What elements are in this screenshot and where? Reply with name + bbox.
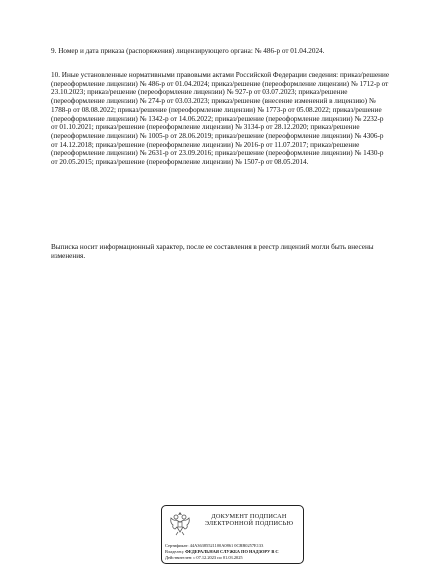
owner-value: ФЕДЕРАЛЬНАЯ СЛУЖБА ПО НАДЗОРУ В С (185, 548, 279, 554)
item-10-text: 10. Иные установленные нормативными правовыми актами Российской Федерации сведения: приказ/решение (переоформление лицензии) № 486-р от 01.04.2024; приказ/решение (переоформление лицензии) № 1712-р от 23.10.2023; приказ/решение (переоформление лицензии) № 927-р от 03.07.2023; приказ/решение (переоформление лицензии) № 274-р от 03.03.2023; приказ/решение (внесение изменений в лицензию) № 1788-р от 08.08.2022; приказ/решение (переоформление лицензии) № 1773-р от 05.08.2022; приказ/решение (переоформление лицензии) № 1342-р от 14.06.2022; приказ/решение (переоформление лицензии) № 2232-р от 01.10.2021; приказ/решение (переоформление лицензии) № 3134-р от 28.12.2020; приказ/решение (переоформление лицензии) № 1005-р от 28.06.2019; приказ/решение (переоформление лицензии) № 4306-р от 14.12.2018; приказ/решение (переоформление лицензии) № 2016-р от 11.07.2017; приказ/решение (переоформление лицензии) № 2631-р от 23.09.2016; приказ/решение (переоформление лицензии) № 1430-р от 20.05.2015; приказ/решение (переоформление лицензии) № 1507-р от 08.05.2014. (51, 71, 390, 167)
owner-label: Владелец: (165, 548, 184, 554)
valid-value: с 07.12.2023 по 01.03.2025 (193, 554, 243, 560)
item-9-text: 9. Номер и дата приказа (распоряжения) лицензирующего органа: № 486-р от 01.04.2024. (51, 47, 325, 55)
electronic-signature-stamp (161, 505, 304, 564)
stamp-title-line-1: ДОКУМЕНТ ПОДПИСАН (211, 513, 287, 520)
item-10-other-info (51, 71, 391, 167)
valid-label: Действителен: (165, 554, 193, 560)
stamp-details (165, 543, 301, 560)
disclaimer-text: Выписка носит информационный характер, после ее составления в реестр лицензий могли быть внесены изменения. (51, 243, 374, 260)
disclaimer-note (51, 243, 391, 260)
coat-of-arms-icon (168, 509, 192, 537)
stamp-valid-row (165, 555, 301, 561)
certificate-label: Сертификат: (165, 543, 189, 548)
stamp-title-line-2: ЭЛЕКТРОННОЙ ПОДПИСЬЮ (204, 520, 294, 528)
certificate-value: 44A36385521100A0861 0CBB0257E133 (189, 543, 264, 548)
item-9-order-number (51, 47, 391, 56)
stamp-title (198, 513, 300, 528)
